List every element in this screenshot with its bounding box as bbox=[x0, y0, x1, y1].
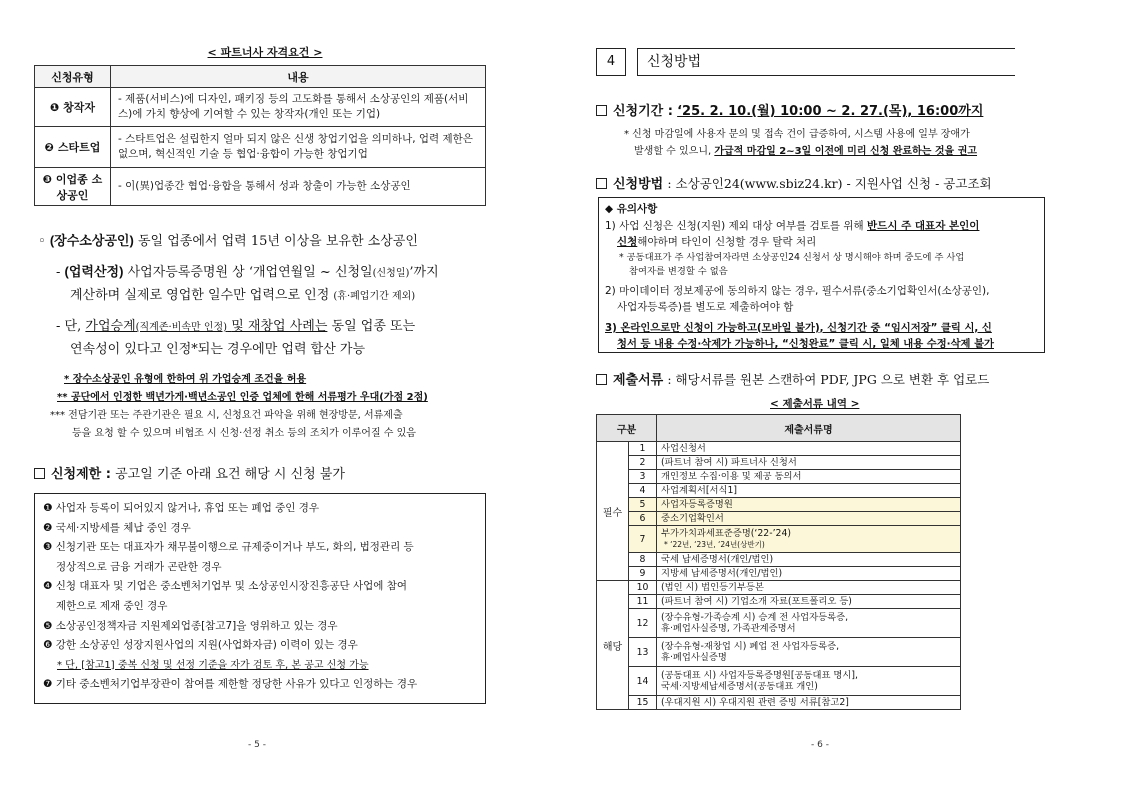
caution-note-2: 참여자를 변경할 수 없음 bbox=[629, 265, 728, 277]
caution-item-2: 2) 마이데이터 정보제공에 동의하지 않는 경우, 필수서류(중소기업확인서(소상공인), bbox=[605, 284, 990, 297]
type-cell: ❷ 스타트업 bbox=[35, 127, 111, 168]
caution-note-1: * 공동대표가 주 사업참여자라면 소상공인24 신청서 상 명시해야 하며 중도에 주 사업 bbox=[619, 251, 965, 263]
type-cell: ❶ 창작자 bbox=[35, 88, 111, 127]
checkbox-square-icon bbox=[34, 468, 45, 479]
page-number: - 5 - bbox=[248, 740, 266, 750]
table-row: 4 사업계획서[서식1] bbox=[597, 484, 961, 498]
caution-item-3: 3) 온라인으로만 신청이 가능하고(모바일 불가), 신청기간 중 “임시저장” 클릭 시, 신 bbox=[605, 321, 992, 334]
note-2: ** 공단에서 인정한 백년가게·백년소공인 인증 업체에 한해 서류평가 우대(가점 2점) bbox=[57, 392, 428, 403]
succession-line-1: - 단, 가업승계(직계존·비속만 인정) 및 재창업 사례는 동일 업종 또는 bbox=[56, 319, 416, 334]
longterm-definition: ◦ (장수소상공인) 동일 업종에서 업력 15년 이상을 보유한 소상공인 bbox=[38, 233, 418, 249]
section-rule bbox=[637, 75, 1015, 76]
caution-title: ◆ 유의사항 bbox=[605, 203, 658, 215]
table-row: 2 (파트너 참여 시) 파트너사 신청서 bbox=[597, 456, 961, 470]
table-row: 9 지방세 납세증명서(개인/법인) bbox=[597, 567, 961, 581]
table-row bbox=[35, 88, 486, 127]
partner-qualification-title: < 파트너사 자격요건 > bbox=[207, 46, 323, 59]
restriction-item: ❷ 국세·지방세를 체납 중인 경우 bbox=[43, 521, 191, 534]
calc-line-1: - (업력산정) 사업자등록증명원 상 ‘개업연월일 ~ 신청일(신청일)’까지 bbox=[56, 264, 439, 280]
caution-item-3-cont: 청서 등 내용 수정·삭제가 가능하나, “신청완료” 클릭 시, 일체 내용 수정·삭제 불가 bbox=[617, 338, 994, 350]
page-number: - 6 - bbox=[811, 740, 829, 750]
restriction-item-cont: 제한으로 제재 중인 경우 bbox=[56, 599, 168, 612]
table-row bbox=[35, 127, 486, 168]
table-row: 14 (공동대표 시) 사업자등록증명원[공동대표 명시], 국세·지방세납세증명서(공동대표 개인) bbox=[597, 667, 961, 696]
header-type: 신청유형 bbox=[35, 66, 111, 88]
restriction-item: ❼ 기타 중소벤처기업부장관이 참여를 제한할 정당한 사유가 있다고 인정하는 경우 bbox=[43, 678, 418, 691]
table-row: 12 (장수유형-가족승계 시) 승계 전 사업자등록증, 휴·폐업사실증명, 가족관계증명서 bbox=[597, 609, 961, 638]
calc-line-2: 계산하며 실제로 영업한 일수만 업력으로 인정 (휴·폐업기간 제외) bbox=[70, 288, 416, 303]
docs-title: < 제출서류 내역 > bbox=[770, 398, 860, 410]
group-applicable: 해당 bbox=[597, 581, 629, 710]
caution-item-2-cont: 사업자등록증)를 별도로 제출하여야 함 bbox=[617, 301, 794, 313]
restriction-heading: 신청제한 : 공고일 기준 아래 요건 해당 시 신청 불가 bbox=[34, 463, 345, 482]
restriction-box bbox=[34, 493, 486, 704]
table-row: 6 중소기업확인서 bbox=[597, 512, 961, 526]
table-header-row bbox=[597, 415, 961, 442]
checkbox-square-icon bbox=[596, 105, 607, 116]
table-row: 해당 10 (법인 시) 법인등기부등본 bbox=[597, 581, 961, 595]
group-required: 필수 bbox=[597, 442, 629, 581]
page-6 bbox=[561, 0, 1122, 793]
submission-docs-table bbox=[596, 414, 961, 710]
section-title: 신청방법 bbox=[637, 48, 1015, 76]
succession-line-2: 연속성이 있다고 인정*되는 경우에만 업력 합산 가능 bbox=[70, 342, 366, 357]
table-row: 필수 1 사업신청서 bbox=[597, 442, 961, 456]
note-4: 등을 요청 할 수 있으며 비협조 시 신청·선정 취소 등의 조치가 이루어질 수 있음 bbox=[72, 428, 416, 439]
caution-item-1: 1) 사업 신청은 신청(지원) 제외 대상 여부를 검토를 위해 반드시 주 대표자 본인이 bbox=[605, 219, 980, 232]
table-row: 3 개인정보 수집·이용 및 제공 동의서 bbox=[597, 470, 961, 484]
restriction-item: ❻ 강한 소상공인 성장지원사업의 지원(사업화자금) 이력이 있는 경우 bbox=[43, 639, 358, 652]
table-row bbox=[35, 168, 486, 206]
restriction-item: ❺ 소상공인정책자금 지원제외업종[참고7]을 영위하고 있는 경우 bbox=[43, 619, 338, 632]
restriction-item: ❹ 신청 대표자 및 기업은 중소벤처기업부 및 소상공인시장진흥공단 사업에 참여 bbox=[43, 580, 408, 593]
table-row: 5 사업자등록증명원 bbox=[597, 498, 961, 512]
table-row: 13 (장수유형-재창업 시) 폐업 전 사업자등록증, 휴·폐업사실증명 bbox=[597, 638, 961, 667]
header-doc-name: 제출서류명 bbox=[657, 415, 961, 442]
period-note-2: 발생할 수 있으니, 가급적 마감일 2~3일 이전에 미리 신청 완료하는 것을 권고 bbox=[634, 146, 978, 157]
note-3: *** 전담기관 또는 주관기관은 필요 시, 신청요건 파악을 위해 현장방문, 서류제출 bbox=[50, 410, 403, 421]
content-cell: - 스타트업은 설립한지 얼마 되지 않은 신생 창업기업을 의미하나, 업력 제한은 없으며, 혁신적인 기술 등 협업·융합이 가능한 창업기업 bbox=[111, 127, 486, 168]
table-row: 11 (파트너 참여 시) 기업소개 자료(포트폴리오 등) bbox=[597, 595, 961, 609]
header-category: 구분 bbox=[597, 415, 657, 442]
table-row: 15 (우대지원 시) 우대지원 관련 증빙 서류[참고2] bbox=[597, 696, 961, 710]
restriction-item: ❸ 신청기관 또는 대표자가 채무불이행으로 규제중이거나 부도, 화의, 법정관리 등 bbox=[43, 541, 414, 554]
header-content: 내용 bbox=[111, 66, 486, 88]
note-1: * 장수소상공인 유형에 한하여 위 가업승계 조건을 허용 bbox=[64, 374, 307, 385]
caution-box bbox=[598, 197, 1045, 353]
restriction-item-cont: 정상적으로 금융 거래가 곤란한 경우 bbox=[56, 560, 222, 573]
section-number: 4 bbox=[596, 48, 626, 76]
content-cell: - 이(異)업종간 협업·융합을 통해서 성과 창출이 가능한 소상공인 bbox=[111, 168, 486, 206]
restriction-note: * 단, [참고1] 중복 신청 및 선정 기준을 자가 검토 후, 본 공고 신청 가능 bbox=[57, 659, 369, 671]
table-header-row bbox=[35, 66, 486, 88]
checkbox-square-icon bbox=[596, 178, 607, 189]
restriction-item: ❶ 사업자 등록이 되어있지 않거나, 휴업 또는 폐업 중인 경우 bbox=[43, 502, 320, 514]
submit-line: 제출서류 : 해당서류를 원본 스캔하여 PDF, JPG 으로 변환 후 업로드 bbox=[596, 369, 989, 388]
table-row: 8 국세 납세증명서(개인/법인) bbox=[597, 553, 961, 567]
period-line: 신청기간 : ‘25. 2. 10.(월) 10:00 ~ 2. 27.(목), 16:00까지 bbox=[596, 100, 983, 119]
table-row: 7 부가가치과세표준증명(‘22-’24) * ‘22년, ‘23년, ‘24년(상반기) bbox=[597, 526, 961, 553]
checkbox-square-icon bbox=[596, 374, 607, 385]
method-line: 신청방법 : 소상공인24(www.sbiz24.kr) - 지원사업 신청 - 공고조회 bbox=[596, 173, 992, 192]
period-note-1: * 신청 마감일에 사용자 문의 및 접속 건이 급증하여, 시스템 사용에 일부 장애가 bbox=[624, 129, 970, 140]
partner-qualification-table bbox=[34, 65, 486, 206]
caution-item-1-cont: 신청해야하며 타인이 신청할 경우 탈락 처리 bbox=[617, 236, 817, 248]
type-cell: ❸ 이업종 소상공인 bbox=[35, 168, 111, 206]
content-cell: - 제품(서비스)에 디자인, 패키징 등의 고도화를 통해서 소상공인의 제품(서비스)에 가치 향상에 기여할 수 있는 창작자(개인 또는 기업) bbox=[111, 88, 486, 127]
